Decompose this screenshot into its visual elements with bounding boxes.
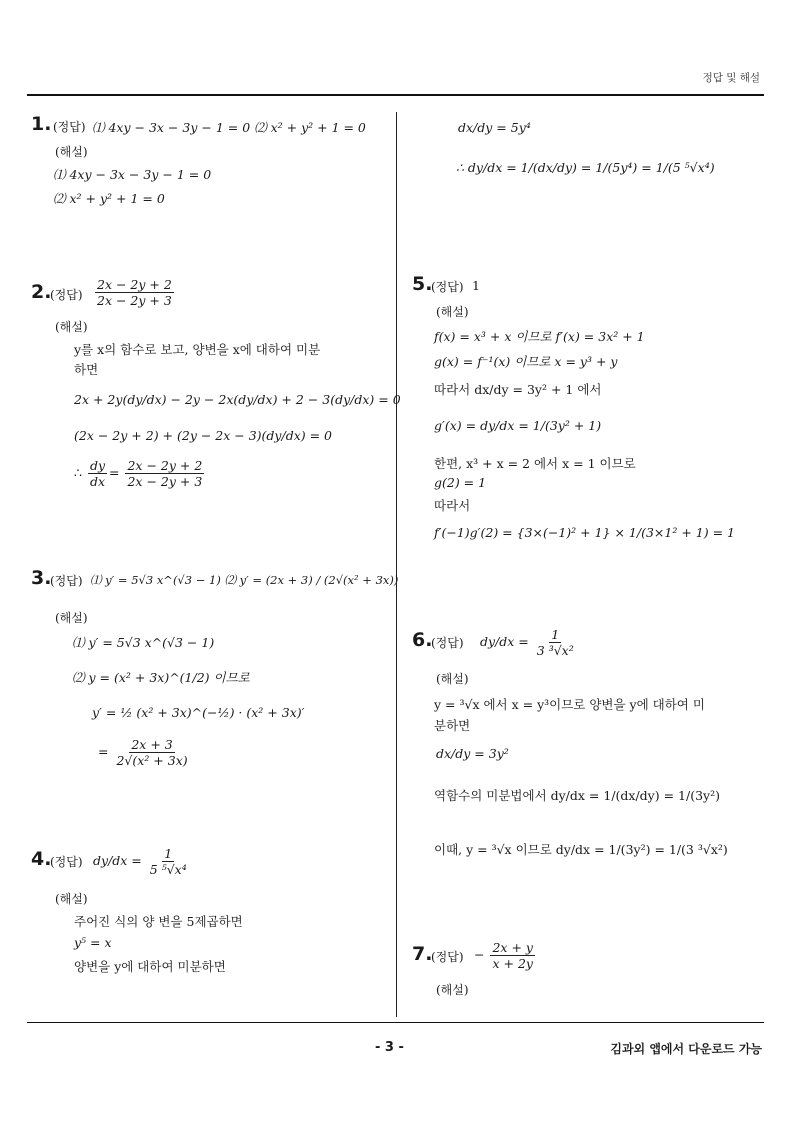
footer-rule xyxy=(27,1022,764,1023)
answer-4-numerator: 1 xyxy=(164,846,173,861)
q2-result-denominator: 2x − 2y + 3 xyxy=(127,474,203,489)
answer-7-numerator: 2x + y xyxy=(492,940,533,955)
answer-6-numerator: 1 xyxy=(551,627,560,642)
q3-line-3: y′ = ½ (x² + 3x)^(−½) · (x² + 3x)′ xyxy=(92,705,305,720)
q2-eq-1: 2x + 2y(dy/dx) − 2y − 2x(dy/dx) + 2 − 3(dy/dx) = 0 xyxy=(74,392,401,407)
question-number-2: 2. xyxy=(31,281,52,303)
answer-label-5: (정답) xyxy=(431,280,464,294)
answer-label-3: (정답) xyxy=(50,574,83,588)
q5-line-7: 따라서 xyxy=(434,498,471,513)
question-number-4: 4. xyxy=(31,848,52,870)
therefore-symbol: ∴ xyxy=(74,465,82,480)
header-rule xyxy=(27,94,764,96)
column-divider xyxy=(396,112,397,1017)
answer-6 xyxy=(480,627,578,658)
q4-eq-1: y⁵ = x xyxy=(74,935,112,950)
explanation-label-4: (해설) xyxy=(55,892,88,906)
explanation-label-2: (해설) xyxy=(55,320,88,334)
q6-line-2: 분하면 xyxy=(434,718,471,733)
answer-5: 1 xyxy=(472,278,480,293)
q4-text-1: 주어진 식의 양 변을 5제곱하면 xyxy=(74,914,243,929)
q2-text-1: y를 x의 함수로 보고, 양변을 x에 대하여 미분 xyxy=(74,342,321,357)
answer-label-4: (정답) xyxy=(50,855,83,869)
answer-2-numerator: 2x − 2y + 2 xyxy=(97,277,172,292)
q3-result-denominator: 2√(x² + 3x) xyxy=(116,753,188,768)
answer-label-7: (정답) xyxy=(431,950,464,964)
answer-4-denominator: 5 ⁵√x⁴ xyxy=(149,862,187,877)
q4-continued-1: dx/dy = 5y⁴ xyxy=(458,120,531,135)
answer-4 xyxy=(93,846,191,877)
q2-result-dx: dx xyxy=(89,474,105,489)
q5-line-1: f(x) = x³ + x 이므로 f′(x) = 3x² + 1 xyxy=(434,329,645,344)
q2-eq-2: (2x − 2y + 2) + (2y − 2x − 3)(dy/dx) = 0 xyxy=(74,428,333,443)
footer-notice: 김과외 앱에서 다운로드 가능 xyxy=(610,1042,762,1056)
page-number: - 3 - xyxy=(375,1040,404,1055)
answer-7 xyxy=(474,940,537,971)
q3-line-2: ⑵ y = (x² + 3x)^(1/2) 이므로 xyxy=(72,670,250,685)
q6-line-1: y = ³√x 에서 x = y³이므로 양변을 y에 대하여 미 xyxy=(434,697,705,712)
answer-2 xyxy=(93,277,176,308)
q2-result: ∴ $\frac{dy}{dx}$ = $\frac{2x - 2y + 2}{2x - 2y + 3}$ xyxy=(74,458,203,489)
q2-result-dy: dy xyxy=(89,458,106,473)
q5-line-4: g′(x) = dy/dx = 1/(3y² + 1) xyxy=(434,418,602,433)
explanation-label-6: (해설) xyxy=(436,672,469,686)
explanation-label-5: (해설) xyxy=(436,305,469,319)
question-number-5: 5. xyxy=(412,273,433,295)
explanation-label-3: (해설) xyxy=(55,611,88,625)
answer-7-sign: − xyxy=(474,947,485,962)
answer-6-denominator: 3 ³√x² xyxy=(536,643,574,658)
answer-4-lhs: dy/dx = xyxy=(93,853,142,868)
q5-line-8: f′(−1)g′(2) = {3×(−1)² + 1} × 1/(3×1² + 1) = 1 xyxy=(434,525,735,540)
answer-label-1: (정답) xyxy=(53,120,86,134)
q5-line-5: 한편, x³ + x = 2 에서 x = 1 이므로 xyxy=(434,456,636,471)
q6-line-5: 이때, y = ³√x 이므로 dy/dx = 1/(3y²) = 1/(3 ³√x²) xyxy=(434,842,728,857)
q5-line-3: 따라서 dx/dy = 3y² + 1 에서 xyxy=(434,382,602,397)
explanation-label-7: (해설) xyxy=(436,983,469,997)
q2-result-numerator: 2x − 2y + 2 xyxy=(127,458,203,473)
answer-1: ⑴ 4xy − 3x − 3y − 1 = 0 ⑵ x² + y² + 1 = 0 xyxy=(92,120,366,135)
q6-line-3: dx/dy = 3y² xyxy=(436,746,509,761)
q3-line-1: ⑴ y′ = 5√3 x^(√3 − 1) xyxy=(72,635,215,650)
q5-line-6: g(2) = 1 xyxy=(434,475,487,490)
answer-7-denominator: x + 2y xyxy=(492,956,533,971)
q4-text-2: 양변을 y에 대하여 미분하면 xyxy=(74,959,226,974)
q5-line-2: g(x) = f⁻¹(x) 이므로 x = y³ + y xyxy=(434,354,618,369)
question-number-1: 1. xyxy=(31,113,52,135)
q6-line-4: 역함수의 미분법에서 dy/dx = 1/(dx/dy) = 1/(3y²) xyxy=(434,788,720,803)
header-title: 정답 및 해설 xyxy=(702,72,760,84)
question-number-6: 6. xyxy=(412,629,433,651)
answer-label-6: (정답) xyxy=(431,636,464,650)
question-number-3: 3. xyxy=(31,567,52,589)
q1-line-1: ⑴ 4xy − 3x − 3y − 1 = 0 xyxy=(53,167,212,182)
q1-line-2: ⑵ x² + y² + 1 = 0 xyxy=(53,191,165,206)
equals-sign: = xyxy=(98,744,109,759)
answer-2-denominator: 2x − 2y + 3 xyxy=(97,293,172,308)
q3-result-numerator: 2x + 3 xyxy=(131,737,173,752)
answer-6-lhs: dy/dx = xyxy=(480,634,529,649)
question-number-7: 7. xyxy=(412,943,433,965)
answer-3: ⑴ y′ = 5√3 x^(√3 − 1) ⑵ y′ = (2x + 3) / (2√(x² + 3x)) xyxy=(90,573,399,587)
q3-result xyxy=(98,737,192,768)
explanation-label-1: (해설) xyxy=(55,145,88,159)
q2-text-2: 하면 xyxy=(74,362,99,377)
answer-label-2: (정답) xyxy=(50,288,83,302)
q4-continued-2: ∴ dy/dx = 1/(dx/dy) = 1/(5y⁴) = 1/(5 ⁵√x⁴) xyxy=(456,160,715,175)
